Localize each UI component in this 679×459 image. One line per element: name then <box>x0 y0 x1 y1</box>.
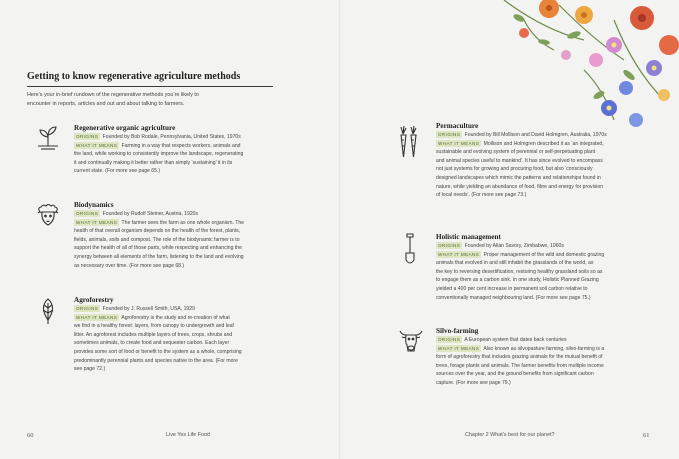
what-it-means-tag: WHAT IT MEANS <box>438 251 480 257</box>
body-line: of local needs’. (For more see page 73.) <box>436 192 527 199</box>
heading-divider <box>27 86 273 87</box>
body-line: trees, forage plants and animals. The farmer benefits from multiple income <box>436 362 604 369</box>
cow-icon <box>398 327 424 353</box>
body-line: to engage them as a carbon sink. In one study, Holistic Planned Grazing <box>436 277 599 284</box>
body-line: nature, while yielding an abundance of food, fibre and energy for provision <box>436 183 604 190</box>
entry-title: Silvo-farming <box>436 327 479 335</box>
body-line: not just systems for growing and procuring food, but also ‘consciously <box>436 166 593 173</box>
plant-sprout-icon <box>35 124 61 150</box>
origins-tag: ORIGINS <box>438 243 461 248</box>
right-running-title: Chapter 2 What’s best for our planet? <box>465 432 555 438</box>
what-it-means-tag: WHAT IT MEANS <box>76 314 118 320</box>
entry-title: Biodynamics <box>74 201 114 209</box>
body-line: conventionally managed neighbouring land. (For more see page 75.) <box>436 294 591 301</box>
body-line: sustainable and evolving system of perennial or self-perpetuating plant <box>436 149 596 156</box>
body-line: the key to reversing desertification, restoring healthy grassland soils so as <box>436 268 603 275</box>
carrots-icon <box>398 124 420 160</box>
entry-title: Holistic management <box>436 233 501 241</box>
what-it-means-tag: WHAT IT MEANS <box>76 219 118 225</box>
body-line: sometimes animals, to create food and sequester carbon. Each layer <box>74 340 230 347</box>
means-text: Farming in a way that respects workers, animals and <box>121 142 241 149</box>
page-heading: Getting to know regenerative agriculture methods <box>27 71 241 82</box>
body-line: see page 72.) <box>74 366 106 373</box>
what-it-means-tag: WHAT IT MEANS <box>438 345 480 351</box>
body-line: we find in a healthy forest: layers, from canopy to undergrowth and leaf <box>74 323 234 330</box>
origins-tag: ORIGINS <box>76 306 99 311</box>
leaf-icon <box>35 298 61 324</box>
body-line: fields, animals, soils and compost. The role of the biodynamic farmer is to <box>74 236 240 243</box>
origins-tag: ORIGINS <box>76 211 99 216</box>
intro-text <box>27 91 282 108</box>
origins-text: Founded by Rudolf Steiner, Austria, 1920s <box>102 211 199 217</box>
origins-tag: ORIGINS <box>438 337 461 342</box>
right-page-number: 61 <box>643 432 650 439</box>
intro-line: encounter in reports, articles and out and about talking to farmers. <box>27 100 185 107</box>
origins-text: Founded by Bill Mollison and David Holmgren, Australia, 1970s <box>464 132 607 138</box>
means-text: Agroforestry is the study and re-creation of what <box>121 314 230 321</box>
body-line: animals that evolved in and still inhabit the grasslands of the world, as <box>436 260 594 267</box>
origins-tag: ORIGINS <box>76 134 99 139</box>
intro-line: Here’s your in-brief rundown of the regenerative methods you’re likely to <box>27 92 199 98</box>
body-line: sources over the year, and the ground benefits from significant carbon <box>436 371 594 378</box>
body-line: the land, while working to consistently improve the landscape, regenerating <box>74 151 244 158</box>
means-text: Mollison and Holmgren described it as ‘an integrated, <box>483 140 604 147</box>
body-line: current state. (For more see page 65.) <box>74 168 161 175</box>
means-text: Also known as silvopasture farming, silvo-farming is a <box>483 345 605 352</box>
body-line: it and continually making it better rather than simply ‘sustaining’ it in its <box>74 159 233 166</box>
origins-tag: ORIGINS <box>438 132 461 137</box>
origins-text: Founded by J. Russell Smith, USA, 1929 <box>102 306 195 312</box>
flowers-photo <box>464 0 679 140</box>
body-line: capture. (For more see page 79.) <box>436 379 511 386</box>
body-line: synergy between all elements of the farm, listening to the land and evolving <box>74 253 244 260</box>
sheep-icon <box>35 203 61 229</box>
means-text: The farmer sees the farm as one whole organism. The <box>121 219 245 226</box>
left-page-number: 60 <box>27 432 34 439</box>
body-line: litter. An agroforest includes multiple layers of trees, crops, shrubs and <box>74 331 233 338</box>
origins-text: Founded by Bob Rodale, Pennsylvania, United States, 1970s <box>102 134 241 140</box>
body-line: provides some sort of food or benefit to the system as a whole, comprising <box>74 348 242 355</box>
body-line: yielded a 400 per cent increase in permanent soil carbon relative to <box>436 285 588 292</box>
body-line: predominantly perennial plants and species native to the area. (For more <box>74 357 238 364</box>
body-line: support the health of all of those parts, while respecting and enhancing the <box>74 245 242 252</box>
body-line: as necessary over time. (For more see page 68.) <box>74 262 185 269</box>
entry-title: Agroforestry <box>74 296 114 304</box>
shovel-icon <box>402 233 418 267</box>
what-it-means-tag: WHAT IT MEANS <box>438 140 480 146</box>
body-line: designed landscapes which mimic the patterns and relationships found in <box>436 174 601 181</box>
means-text: Proper management of the wild and domestic grazing <box>483 251 605 258</box>
body-line: and animal species useful to mankind’. It has since evolved to encompass <box>436 157 603 164</box>
origins-text: A European system that dates back centuries <box>464 337 567 343</box>
entry-title: Regenerative organic agriculture <box>74 124 176 132</box>
body-line: form of agroforestry that includes grazing animals for the mutual benefit of <box>436 354 603 361</box>
what-it-means-tag: WHAT IT MEANS <box>76 142 118 148</box>
body-line: health of that overall organism depends on the health of the forest, plants, <box>74 228 241 235</box>
left-running-title: Live Yes Life Food <box>166 432 211 438</box>
entry-title: Permaculture <box>436 122 479 130</box>
book-gutter <box>339 0 341 459</box>
origins-text: Founded by Allan Savory, Zimbabwe, 1960s <box>464 243 564 249</box>
